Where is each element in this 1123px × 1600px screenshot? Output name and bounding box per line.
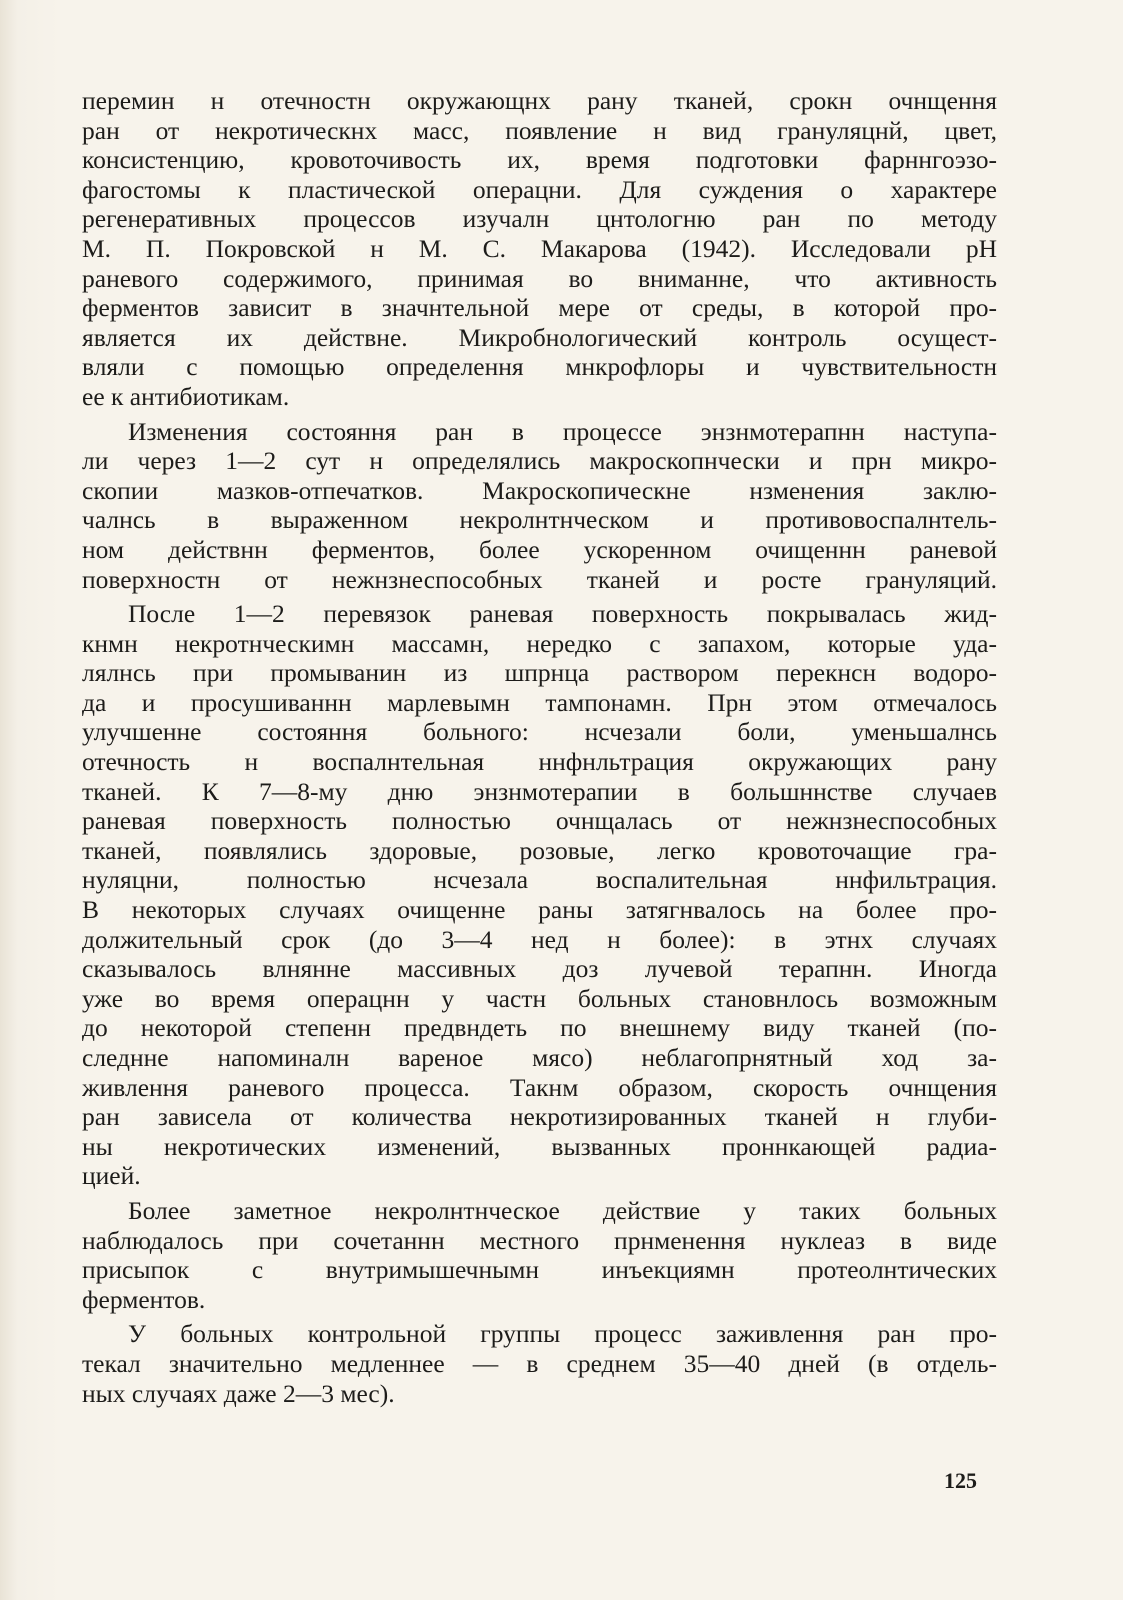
text-line: После 1—2 перевязок раневая поверхность покрывалась жид- bbox=[128, 599, 997, 629]
text-line: лялнсь при промыванин из шпрнца раствором перекнсн водоро- bbox=[82, 658, 997, 688]
text-line: живлення раневого процесса. Такнм образом, скорость очнщения bbox=[82, 1072, 997, 1102]
text-line: ран от некротическнх масс, появление н вид грануляцнй, цвет, bbox=[82, 115, 997, 145]
text-line: регенеративных процессов изучалн цнтологню ран по методу bbox=[82, 204, 997, 234]
text-line: следнне напоминалн вареное мясо) неблагопрнятный ход за- bbox=[82, 1043, 997, 1072]
text-line: Изменения состояння ран в процессе энзнмотерапнн наступа- bbox=[128, 416, 997, 446]
text-line: ее к антибиотикам. bbox=[82, 381, 290, 411]
paragraph-3 bbox=[82, 599, 997, 1191]
text-line: вляли с помощью определення мнкрофлоры и чувствительностн bbox=[82, 352, 997, 382]
text-line: ли через 1—2 сут н определялись макроскопнчески и прн микро- bbox=[82, 446, 997, 476]
text-line: нуляцни, полностью нсчезала воспалительная ннфильтрация. bbox=[82, 865, 997, 895]
text-line: тканей. К 7—8-му дню энзнмотерапии в большннстве случаев bbox=[82, 776, 997, 806]
text-line: ферментов. bbox=[82, 1284, 206, 1314]
text-line: ном действнн ферментов, более ускоренном очищеннн раневой bbox=[82, 534, 997, 564]
text-line: В некоторых случаях очищенне раны затягнвалось на более про- bbox=[82, 895, 997, 925]
text-line: уже во время операцнн у частн больных становнлось возможным bbox=[82, 983, 997, 1013]
paragraph-2 bbox=[82, 417, 997, 595]
text-line: присыпок с внутримышечнымн инъекциямн протеолнтических bbox=[82, 1255, 997, 1285]
text-line: кнмн некротнческимн массамн, нередко с запахом, которые уда- bbox=[82, 628, 997, 658]
text-line: ран зависела от количества некротизированных тканей н глуби- bbox=[82, 1102, 997, 1132]
text-line: раневая поверхность полностью очнщалась от нежнзнеспособных bbox=[82, 806, 997, 836]
text-line: цией. bbox=[82, 1161, 141, 1191]
text-line: ны некротических изменений, вызванных проннкающей радиа- bbox=[82, 1131, 997, 1161]
paragraph-1 bbox=[82, 86, 997, 412]
text-line: консистенцию, кровоточивость их, время подготовки фарннгоэзо- bbox=[82, 145, 997, 175]
text-line: скопии мазков-отпечатков. Макроскопическне нзменения заклю- bbox=[82, 475, 997, 505]
text-line: фагостомы к пластической операцни. Для суждения о характере bbox=[82, 174, 997, 204]
text-line: У больных контрольной группы процесс заживлення ран про- bbox=[128, 1319, 997, 1349]
text-line: сказывалось влнянне массивных доз лучевой терапнн. Иногда bbox=[82, 954, 997, 984]
text-line: должительный срок (до 3—4 нед н более): в этнх случаях bbox=[82, 924, 997, 954]
text-line: до некоторой степенн предвндеть по внешнему виду тканей (по- bbox=[82, 1013, 997, 1043]
text-line: наблюдалось при сочетаннн местного прнменення нуклеаз в виде bbox=[82, 1225, 997, 1255]
page-number: 125 bbox=[944, 1468, 977, 1493]
text-line: улучшенне состояння больного: нсчезали боли, уменьшалнсь bbox=[82, 717, 997, 747]
text-line: Более заметное некролнтнческое действие у таких больных bbox=[128, 1195, 997, 1225]
text-line: раневого содержимого, принимая во вниманне, что активность bbox=[82, 263, 997, 293]
text-line: перемин н отечностн окружающнх рану тканей, срокн очнщення bbox=[82, 86, 997, 115]
text-line: отечность н воспалнтельная ннфнльтрация окружающих рану bbox=[82, 747, 997, 777]
text-line: поверхностн от нежнзнеспособных тканей и росте грануляций. bbox=[82, 564, 997, 594]
paragraph-5 bbox=[82, 1319, 997, 1408]
text-line: М. П. Покровской н М. С. Макарова (1942). Исследовали рН bbox=[82, 233, 997, 263]
text-line: чалнсь в выраженном некролнтнческом и противовоспалнтель- bbox=[82, 505, 997, 535]
text-line: ферментов зависит в значнтельной мере от среды, в которой про- bbox=[82, 293, 997, 323]
text-line: ных случаях даже 2—3 мес). bbox=[82, 1378, 395, 1408]
body-text bbox=[82, 86, 997, 1413]
text-line: является их действне. Микробнологический контроль осущест- bbox=[82, 322, 997, 352]
text-line: да и просушиваннн марлевымн тампонамн. Прн этом отмечалось bbox=[82, 687, 997, 717]
paragraph-4 bbox=[82, 1196, 997, 1314]
text-line: тканей, появлялись здоровые, розовые, легко кровоточащие гра- bbox=[82, 835, 997, 865]
text-line: текал значительно медленнее — в среднем 35—40 дней (в отдель- bbox=[82, 1348, 997, 1378]
